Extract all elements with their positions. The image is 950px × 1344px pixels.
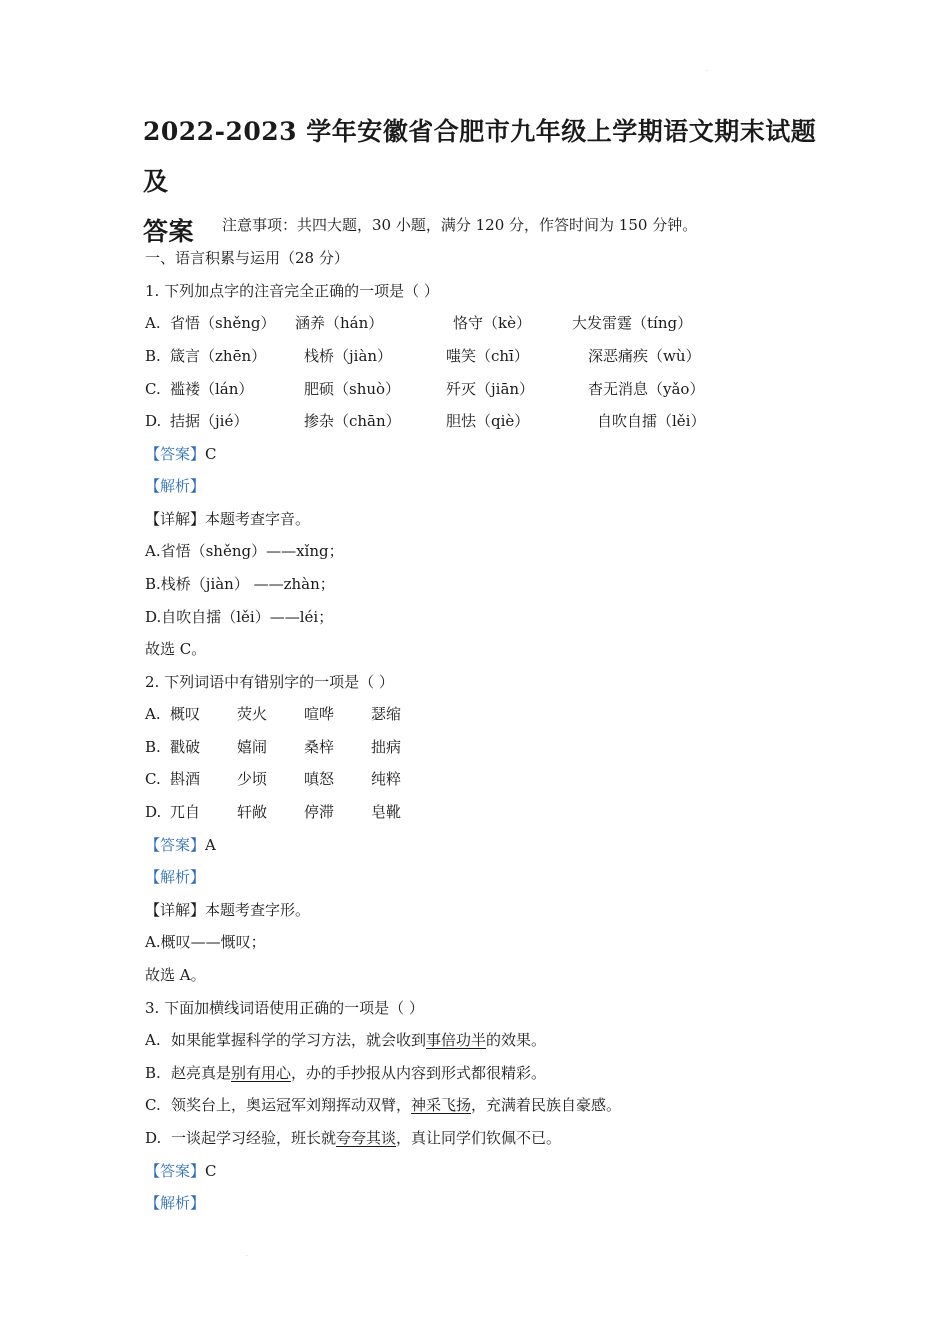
q1-option-d-label: D. xyxy=(145,412,162,430)
underlined-phrase: 事倍功半 xyxy=(426,1031,487,1049)
q1-note: B.栈桥（jiàn） ——zhàn； xyxy=(145,575,335,593)
q2-option-c-item: 少顷 xyxy=(237,770,268,788)
q2-note: A.概叹——慨叹； xyxy=(145,933,266,951)
q1-option-a-item: 大发雷霆（tíng） xyxy=(572,314,693,332)
answer-value: A xyxy=(205,836,216,854)
option-label: D. xyxy=(145,1129,162,1147)
q2-option-c-item: 纯粹 xyxy=(371,770,402,788)
q2-option-a-item: 荧火 xyxy=(237,705,268,723)
answer-tag: 【答案】 xyxy=(145,836,206,854)
option-label: B. xyxy=(145,1064,161,1082)
answer-tag: 【答案】 xyxy=(145,1162,206,1180)
q2-option-b-item: 嬉闹 xyxy=(237,738,268,756)
option-text: ，真让同学们钦佩不已。 xyxy=(396,1129,562,1147)
q1-stem: 1. 下列加点字的注音完全正确的一项是（ ） xyxy=(145,282,439,300)
stray-mark: . xyxy=(246,1251,248,1258)
q2-note: 故选 A。 xyxy=(145,966,206,984)
q1-option-b-item: 深恶痛疾（wù） xyxy=(588,347,701,365)
option-text: ，办的手抄报从内容到形式都很精彩。 xyxy=(291,1064,547,1082)
q1-option-b-item: 嗤笑（chī） xyxy=(446,347,529,365)
q3-answer xyxy=(145,1160,217,1182)
option-text: ，充满着民族自豪感。 xyxy=(471,1096,622,1114)
q2-option-b-item: 桑梓 xyxy=(304,738,335,756)
q1-note: 故选 C。 xyxy=(145,640,207,658)
q1-analysis-tag: 【解析】 xyxy=(145,477,206,495)
q1-option-b-label: B. xyxy=(145,347,161,365)
q3-option-c xyxy=(145,1094,621,1116)
q1-option-c-item: 歼灭（jiān） xyxy=(446,380,535,398)
q2-answer xyxy=(145,834,216,856)
q1-option-d-item: 拮据（jié） xyxy=(170,412,249,430)
detail-tag: 【详解】 xyxy=(145,901,206,919)
title-line-1: 2022-2023 学年安徽省合肥市九年级上学期语文期末试题及 xyxy=(143,117,817,196)
q2-option-b-item: 戳破 xyxy=(170,738,201,756)
q1-option-a-item: 涵养（hán） xyxy=(295,314,384,332)
q2-detail xyxy=(145,899,310,921)
option-label: A. xyxy=(145,1031,161,1049)
q1-detail xyxy=(145,508,310,530)
q2-option-d-item: 兀自 xyxy=(170,803,201,821)
q1-option-a-label: A. xyxy=(145,314,161,332)
q1-option-d-item: 自吹自擂（lěi） xyxy=(597,412,706,430)
stray-mark: . xyxy=(706,66,708,73)
q1-option-b-item: 箴言（zhēn） xyxy=(170,347,267,365)
q2-option-d-item: 皂靴 xyxy=(371,803,402,821)
q1-option-a-item: 恪守（kè） xyxy=(453,314,531,332)
detail-text: 本题考查字形。 xyxy=(205,901,311,919)
q2-option-d-item: 轩敞 xyxy=(237,803,268,821)
q2-stem: 2. 下列词语中有错别字的一项是（ ） xyxy=(145,673,394,691)
q1-option-a-item: 省悟（shěng） xyxy=(170,314,276,332)
title-line-2: 答案 xyxy=(143,217,195,246)
option-text: 赵亮真是 xyxy=(171,1064,232,1082)
q2-option-c-item: 嗔怒 xyxy=(304,770,335,788)
q3-stem: 3. 下面加横线词语使用正确的一项是（ ） xyxy=(145,999,424,1017)
q2-option-a-item: 瑟缩 xyxy=(371,705,402,723)
q2-option-d-item: 停滞 xyxy=(304,803,335,821)
q2-option-c-item: 斟酒 xyxy=(170,770,201,788)
q2-option-a-label: A. xyxy=(145,705,161,723)
answer-value: C xyxy=(205,1162,217,1180)
option-text: 一谈起学习经验，班长就 xyxy=(171,1129,337,1147)
answer-tag: 【答案】 xyxy=(145,445,206,463)
q2-option-a-item: 概叹 xyxy=(170,705,201,723)
q1-option-d-item: 掺杂（chān） xyxy=(304,412,401,430)
answer-value: C xyxy=(205,445,217,463)
q2-option-a-item: 喧哗 xyxy=(304,705,335,723)
q1-answer xyxy=(145,443,217,465)
q1-option-c-label: C. xyxy=(145,380,161,398)
underlined-phrase: 夸夸其谈 xyxy=(336,1129,397,1147)
q2-option-c-label: C. xyxy=(145,770,161,788)
option-text: 如果能掌握科学的学习方法，就会收到 xyxy=(171,1031,427,1049)
option-text: 的效果。 xyxy=(486,1031,547,1049)
q3-option-d xyxy=(145,1127,561,1149)
detail-text: 本题考查字音。 xyxy=(205,510,311,528)
section-heading: 一、语言积累与运用（28 分） xyxy=(145,249,349,267)
q3-analysis-tag: 【解析】 xyxy=(145,1194,206,1212)
q2-option-b-item: 拙病 xyxy=(371,738,402,756)
q2-option-b-label: B. xyxy=(145,738,161,756)
q1-option-c-item: 杳无消息（yǎo） xyxy=(588,380,705,398)
q1-option-d-item: 胆怯（qiè） xyxy=(446,412,530,430)
q1-note: A.省悟（shěng）——xǐng； xyxy=(145,542,344,560)
detail-tag: 【详解】 xyxy=(145,510,206,528)
q1-option-b-item: 栈桥（jiàn） xyxy=(304,347,393,365)
q1-note: D.自吹自擂（lěi）——léi； xyxy=(145,608,334,626)
notice-text: 注意事项：共四大题，30 小题，满分 120 分，作答时间为 150 分钟。 xyxy=(222,216,698,234)
underlined-phrase: 别有用心 xyxy=(231,1064,292,1082)
option-text: 领奖台上，奥运冠军刘翔挥动双臂， xyxy=(171,1096,412,1114)
q3-option-b xyxy=(145,1062,546,1084)
underlined-phrase: 神采飞扬 xyxy=(411,1096,472,1114)
q2-analysis-tag: 【解析】 xyxy=(145,868,206,886)
q3-option-a xyxy=(145,1029,546,1051)
option-label: C. xyxy=(145,1096,161,1114)
q1-option-c-item: 肥硕（shuò） xyxy=(304,380,401,398)
q1-option-c-item: 褴褛（lán） xyxy=(170,380,254,398)
q2-option-d-label: D. xyxy=(145,803,162,821)
